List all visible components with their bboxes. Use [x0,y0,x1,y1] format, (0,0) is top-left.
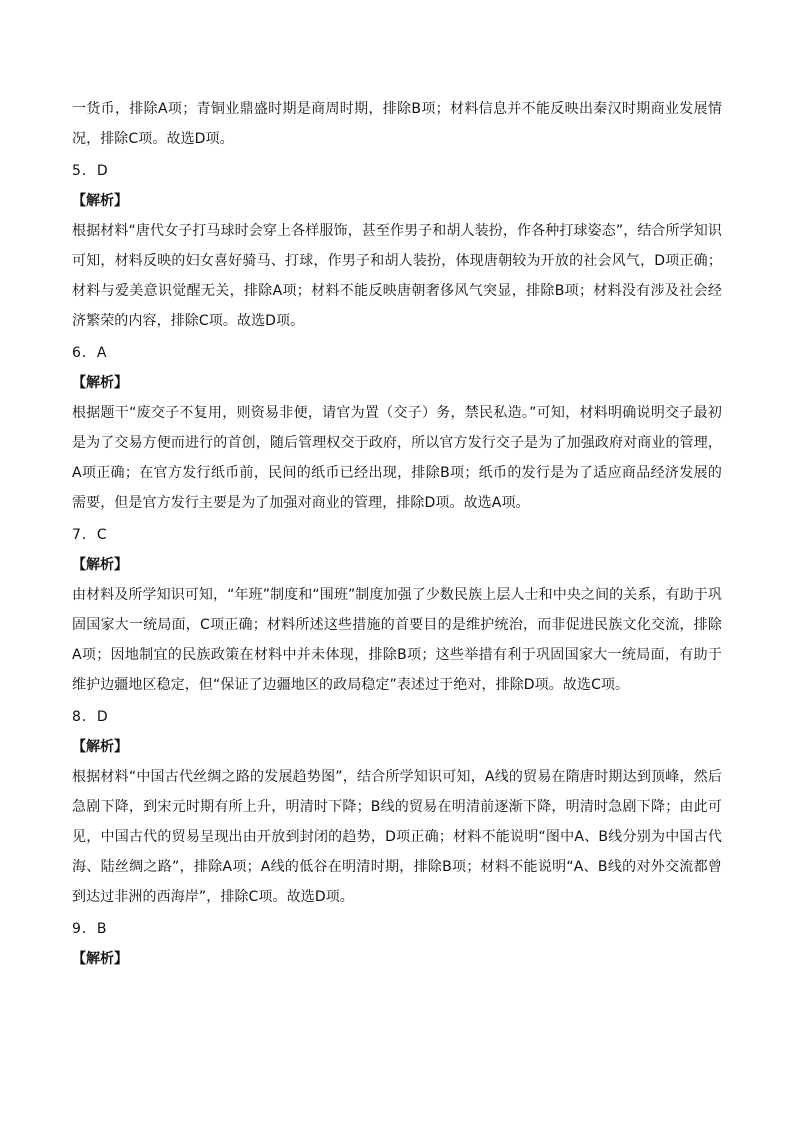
answer-line: 7．C [72,527,108,543]
question-item-5 [72,156,722,336]
intro-paragraph: 一货币，排除A项；青铜业鼎盛时期是商周时期，排除B项；材料信息并不能反映出秦汉时期商业发展情况，排除C项。故选D项。 [72,101,722,147]
question-item-7 [72,520,722,700]
analysis-text: 根据材料“中国古代丝绸之路的发展趋势图”，结合所学知识可知，A线的贸易在隋唐时期达到顶峰，然后急剧下降，到宋元时期有所上升，明清时下降；B线的贸易在明清前逐渐下降，明清时急剧下降；由此可见，中国古代的贸易呈现出由开放到封闭的趋势，D项正确；材料不能说明“图中A、B线分别为中国古代海、陆丝绸之路”，排除A项；A线的低谷在明清时期，排除B项；材料不能说明“A、B线的对外交流都曾到达过非洲的西海岸”，排除C项。故选D项。 [72,769,722,905]
analysis-text: 根据材料“唐代女子打马球时会穿上各样服饰，甚至作男子和胡人装扮，作各种打球姿态”，结合所学知识可知，材料反映的妇女喜好骑马、打球，作男子和胡人装扮，体现唐朝较为开放的社会风气，D项正确；材料与爱美意识觉醒无关，排除A项；材料不能反映唐朝奢侈风气突显，排除B项；材料没有涉及社会经济繁荣的内容，排除C项。故选D项。 [72,223,722,329]
question-item-6 [72,338,722,518]
answer-line: 6．A [72,345,108,361]
question-item-8 [72,702,722,912]
answer-line: 8．D [72,709,109,725]
analysis-label: 【解析】 [72,951,128,967]
analysis-label: 【解析】 [72,193,128,209]
analysis-text: 由材料及所学知识可知，“年班”制度和“围班”制度加强了少数民族上层人士和中央之间的关系，有助于巩固国家大一统局面，C项正确；材料所述这些措施的首要目的是维护统治，而非促进民族文化交流，排除A项；因地制宜的民族政策在材料中并未体现，排除B项；这些举措有利于巩固国家大一统局面，有助于维护边疆地区稳定，但“保证了边疆地区的政局稳定”表述过于绝对，排除D项。故选C项。 [72,587,722,693]
answer-line: 5．D [72,163,109,179]
analysis-text: 根据题干“废交子不复用，则资易非便，请官为置（交子）务，禁民私造。”可知，材料明确说明交子最初是为了交易方便而进行的首创，随后管理权交于政府，所以官方发行交子是为了加强政府对商业的管理，A项正确；在官方发行纸币前，民间的纸币已经出现，排除B项；纸币的发行是为了适应商品经济发展的需要，但是官方发行主要是为了加强对商业的管理，排除D项。故选A项。 [72,405,722,511]
answer-explanations [72,94,722,974]
question-item-9 [72,914,722,974]
analysis-label: 【解析】 [72,557,128,573]
analysis-label: 【解析】 [72,375,128,391]
analysis-label: 【解析】 [72,739,128,755]
answer-line: 9．B [72,921,108,937]
